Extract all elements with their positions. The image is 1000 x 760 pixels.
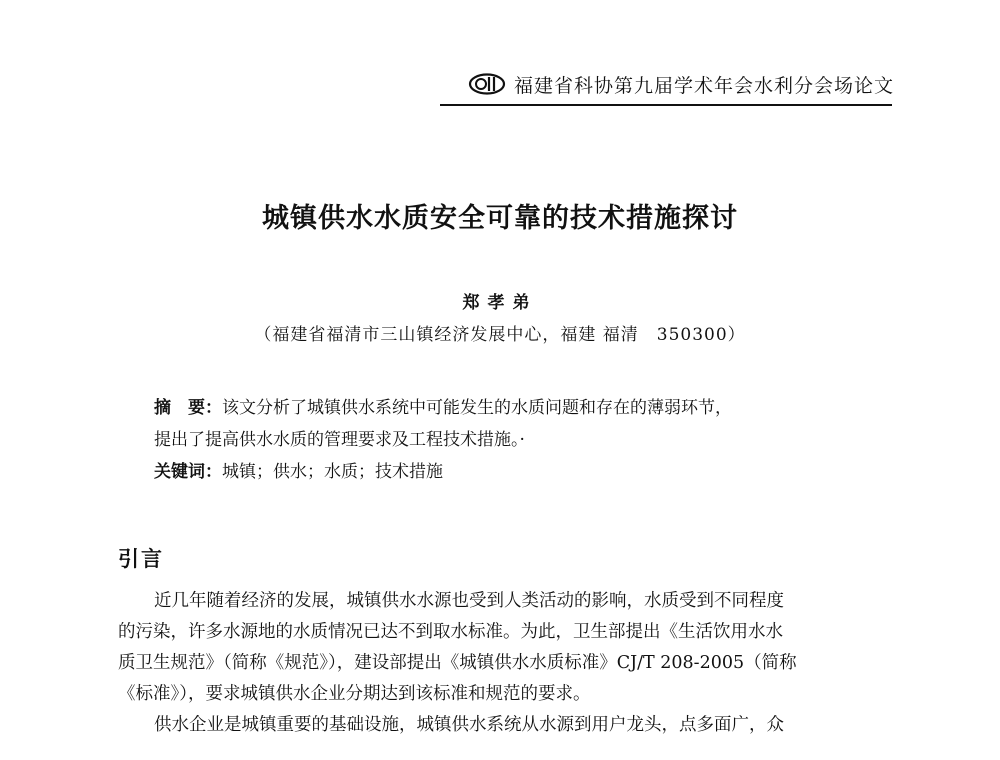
header-rule	[440, 104, 892, 106]
keywords: 城镇；供水；水质；技术措施	[222, 462, 443, 482]
body-text	[118, 586, 890, 741]
paragraph	[118, 586, 890, 710]
abstract-text: 提出了提高供水水质的管理要求及工程技术措施。·	[154, 430, 525, 450]
abstract-text: 该文分析了城镇供水系统中可能发生的水质问题和存在的薄弱环节，	[222, 398, 732, 418]
text-line: 《标准》），要求城镇供水企业分期达到该标准和规范的要求。	[118, 684, 591, 704]
text-line: 供水企业是城镇重要的基础设施，城镇供水系统从水源到用户龙头，点多面广，众	[154, 715, 784, 735]
conference-logo-icon	[468, 73, 506, 95]
abstract-line	[154, 424, 874, 456]
author: 郑孝弟	[462, 293, 538, 313]
section-heading: 引言	[118, 547, 164, 571]
affiliation: （福建省福清市三山镇经济发展中心，福建 福清 350300）	[254, 325, 746, 345]
text-line: 的污染，许多水源地的水质情况已达不到取水标准。为此，卫生部提出《生活饮用水水	[118, 622, 783, 642]
keywords-label: 关键词：	[154, 462, 222, 482]
header-text: 福建省科协第九届学术年会水利分会场论文	[514, 74, 895, 97]
paper-title: 城镇供水水质安全可靠的技术措施探讨	[262, 203, 738, 234]
text-line: 近几年随着经济的发展，城镇供水水源也受到人类活动的影响，水质受到不同程度	[154, 591, 784, 611]
keywords-line	[154, 456, 874, 488]
running-header	[468, 64, 895, 104]
abstract-line	[154, 392, 874, 424]
abstract-label: 摘 要：	[154, 398, 222, 418]
paragraph	[118, 710, 890, 741]
text-line: 质卫生规范》（简称《规范》），建设部提出《城镇供水水质标准》CJ/T 208-2005（简称	[118, 653, 797, 673]
abstract	[154, 392, 874, 488]
